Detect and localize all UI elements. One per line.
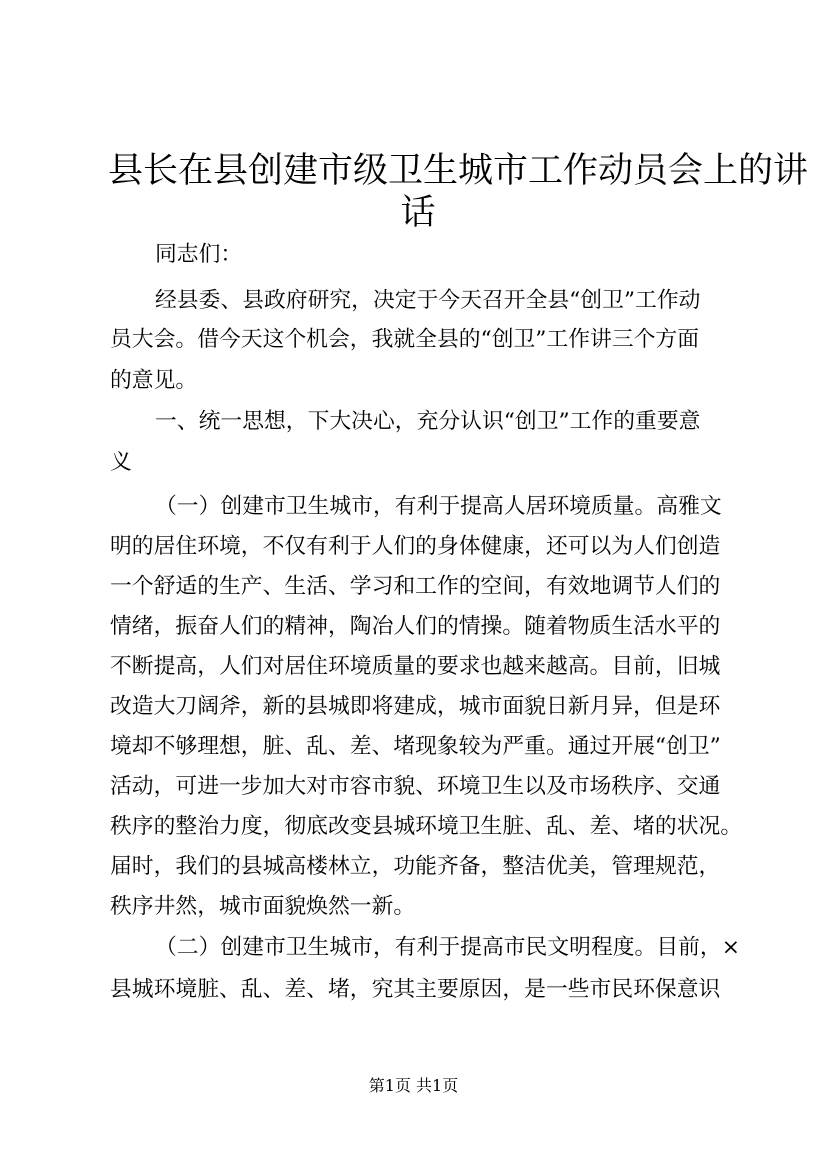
document-title-line-1: 县长在县创建市级卫生城市工作动员会上的讲 <box>108 151 809 191</box>
paragraph-1-line-3: 的意见。 <box>110 368 198 393</box>
paragraph-2-line-2: 明的居住环境，不仅有利于人们的身体健康，还可以为人们创造 <box>110 534 721 559</box>
paragraph-2-line-11: 秩序井然，城市面貌焕然一新。 <box>110 894 416 919</box>
section-heading-1-line-1: 一、统一思想，下大决心，充分认识“创卫”工作的重要意 <box>155 409 701 434</box>
paragraph-1-line-2: 员大会。借今天这个机会，我就全县的“创卫”工作讲三个方面 <box>110 327 700 352</box>
section-heading-1-line-2: 义 <box>110 450 132 475</box>
paragraph-2-line-8: 活动，可进一步加大对市容市貌、环境卫生以及市场秩序、交通 <box>110 774 721 799</box>
page-number-footer: 第1页 共1页 <box>368 1076 459 1095</box>
paragraph-2-line-3: 一个舒适的生产、生活、学习和工作的空间，有效地调节人们的 <box>110 574 721 599</box>
paragraph-2-line-4: 情绪，振奋人们的精神，陶冶人们的情操。随着物质生活水平的 <box>110 614 721 639</box>
paragraph-2-line-7: 境却不够理想，脏、乱、差、堵现象较为严重。通过开展“创卫” <box>110 734 721 759</box>
paragraph-2-line-1: （一）创建市卫生城市，有利于提高人居环境质量。高雅文 <box>155 494 722 519</box>
paragraph-1-line-1: 经县委、县政府研究，决定于今天召开全县“创卫”工作动 <box>155 288 701 313</box>
paragraph-2-line-6: 改造大刀阔斧，新的县城即将建成，城市面貌日新月异，但是环 <box>110 694 721 719</box>
paragraph-2-line-10: 届时，我们的县城高楼林立，功能齐备，整洁优美，管理规范， <box>110 854 721 879</box>
paragraph-2-line-5: 不断提高，人们对居住环境质量的要求也越来越高。目前，旧城 <box>110 654 721 679</box>
document-title-line-2: 话 <box>400 193 436 233</box>
paragraph-3-line-1: （二）创建市卫生城市，有利于提高市民文明程度。目前，× <box>155 935 740 960</box>
paragraph-3-line-2: 县城环境脏、乱、差、堵，究其主要原因，是一些市民环保意识 <box>110 977 721 1002</box>
salutation: 同志们： <box>155 242 243 267</box>
paragraph-2-line-9: 秩序的整治力度，彻底改变县城环境卫生脏、乱、差、堵的状况。 <box>110 814 743 839</box>
